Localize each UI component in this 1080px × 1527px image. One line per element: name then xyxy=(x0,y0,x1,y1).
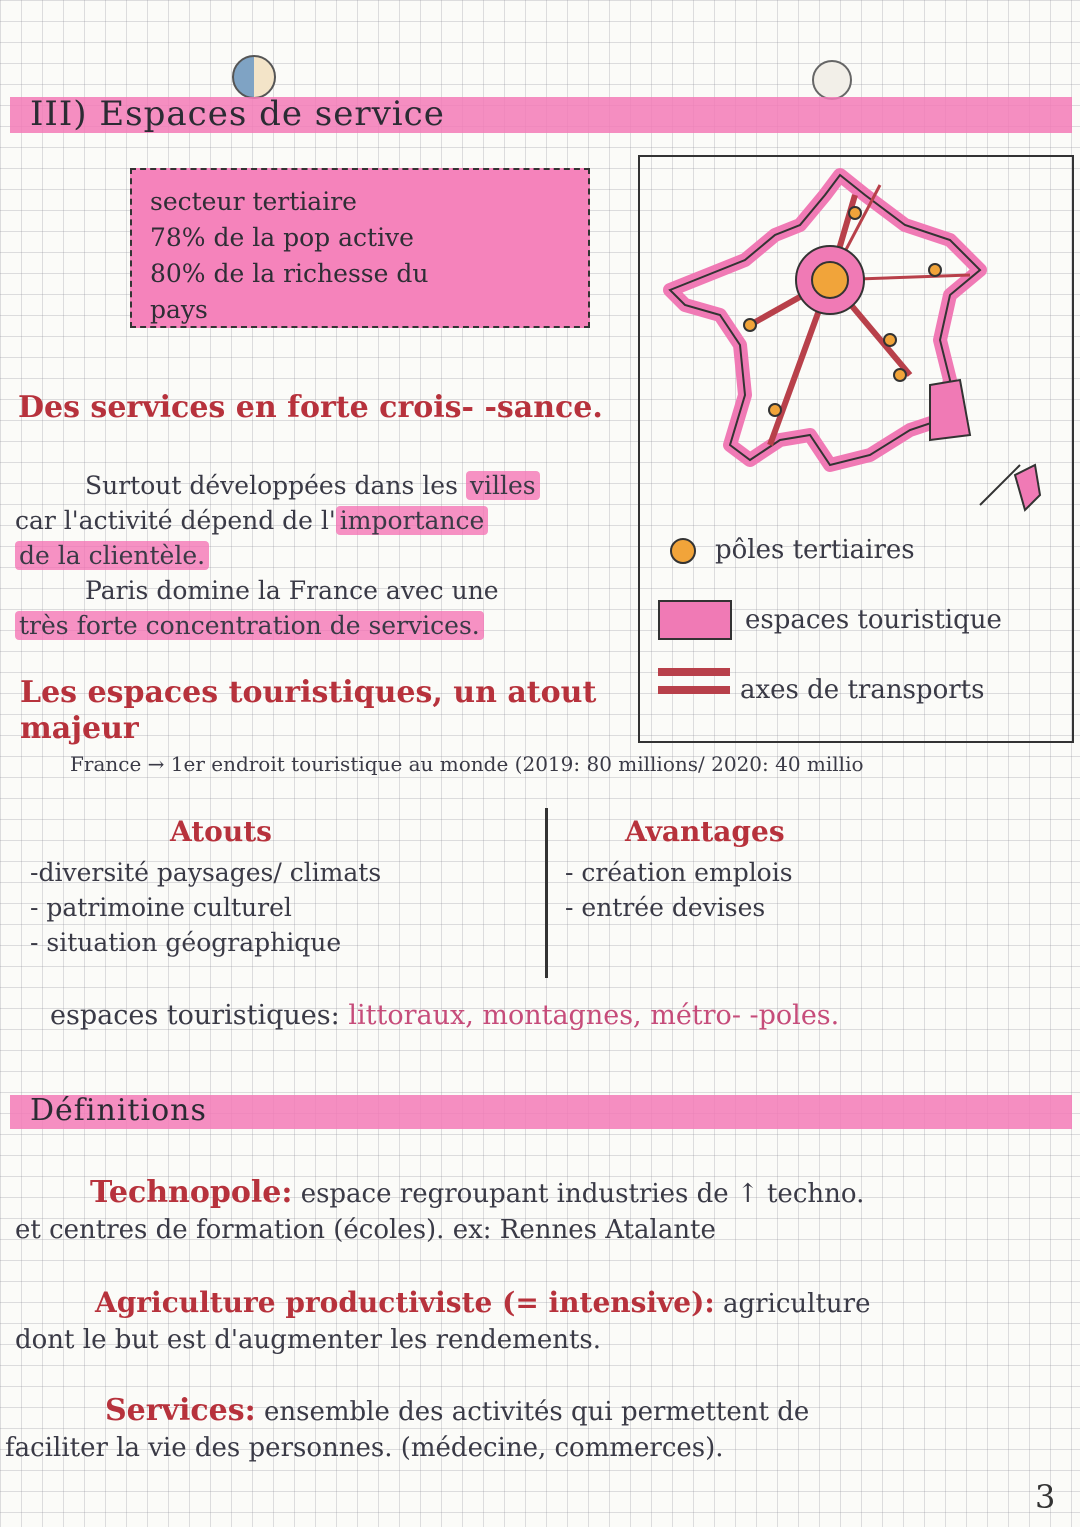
definition-technopole xyxy=(15,1175,1065,1248)
avantages-list xyxy=(565,855,793,925)
page-number: 3 xyxy=(1035,1478,1056,1516)
definition-services xyxy=(5,1393,1065,1466)
services-p1-b: car l'activité dépend de l' xyxy=(15,506,336,535)
technopole-text-2: et centres de formation (écoles). ex: Rennes Atalante xyxy=(15,1215,716,1245)
legend-espaces-label: espaces touristique xyxy=(745,605,1002,635)
binder-hole-right xyxy=(812,60,852,100)
stat-line-2: 78% de la pop active xyxy=(150,223,414,252)
services-p1-c: de la clientèle. xyxy=(15,541,209,570)
atout-1: -diversité paysages/ climats xyxy=(30,858,382,887)
binder-hole-left xyxy=(232,55,276,99)
agriculture-term: Agriculture productiviste (= intensive): xyxy=(95,1286,715,1319)
definitions-title: Définitions xyxy=(30,1093,207,1128)
services-villes-highlight: villes xyxy=(466,471,540,500)
services-heading: Des services en forte crois- -sance. xyxy=(18,390,603,425)
avantages-title: Avantages xyxy=(625,815,785,848)
atout-2: - patrimoine culturel xyxy=(30,893,292,922)
france-map xyxy=(650,165,1060,525)
tourism-heading: Les espaces touristiques, un atout majeur xyxy=(20,675,597,746)
corsica xyxy=(1015,465,1040,510)
atouts-list xyxy=(30,855,381,960)
services-p2-a: Paris domine la France avec une xyxy=(85,576,499,605)
legend-axes-icon xyxy=(658,668,730,676)
atout-3: - situation géographique xyxy=(30,928,342,957)
atouts-title: Atouts xyxy=(170,815,272,848)
legend-pole-icon xyxy=(670,538,696,564)
tourism-france-line: France → 1er endroit touristique au monde (2019: 80 millions/ 2020: 40 millio xyxy=(70,752,864,776)
legend-axes-icon-2 xyxy=(658,686,730,694)
stat-box xyxy=(130,168,590,328)
agriculture-text-2: dont le but est d'augmenter les rendements. xyxy=(15,1325,602,1355)
technopole-text: espace regroupant industries de ↑ techno. xyxy=(300,1179,865,1209)
services-def-text: ensemble des activités qui permettent de xyxy=(263,1397,810,1427)
services-p2-b: très forte concentration de services. xyxy=(15,611,484,640)
avantage-2: - entrée devises xyxy=(565,893,766,922)
technopole-term: Technopole: xyxy=(90,1175,293,1210)
services-importance-highlight: importance xyxy=(336,506,489,535)
espaces-list: littoraux, montagnes, métro- -poles. xyxy=(348,1000,840,1031)
services-def-text-2: faciliter la vie des personnes. (médecine, commerces). xyxy=(5,1433,724,1463)
stat-line-1: secteur tertiaire xyxy=(150,187,357,216)
stat-line-4: pays xyxy=(150,295,208,324)
legend-poles-label: pôles tertiaires xyxy=(715,535,915,565)
atouts-avantages-separator xyxy=(545,808,548,978)
section-title: III) Espaces de service xyxy=(30,94,445,134)
avantage-1: - création emplois xyxy=(565,858,793,887)
espaces-label: espaces touristiques: xyxy=(50,1000,340,1031)
espaces-touristiques xyxy=(50,998,1060,1034)
services-paragraph xyxy=(15,468,640,643)
agriculture-text: agriculture xyxy=(722,1289,871,1319)
legend-espaces-icon xyxy=(658,600,732,640)
legend-axes-label: axes de transports xyxy=(740,675,985,705)
services-p1-a: Surtout développées dans les xyxy=(85,471,458,500)
tourist-zone xyxy=(930,380,970,440)
stat-line-3: 80% de la richesse du xyxy=(150,259,429,288)
definition-agriculture xyxy=(15,1285,1065,1358)
services-term: Services: xyxy=(105,1393,256,1428)
paris-pole xyxy=(812,262,848,298)
